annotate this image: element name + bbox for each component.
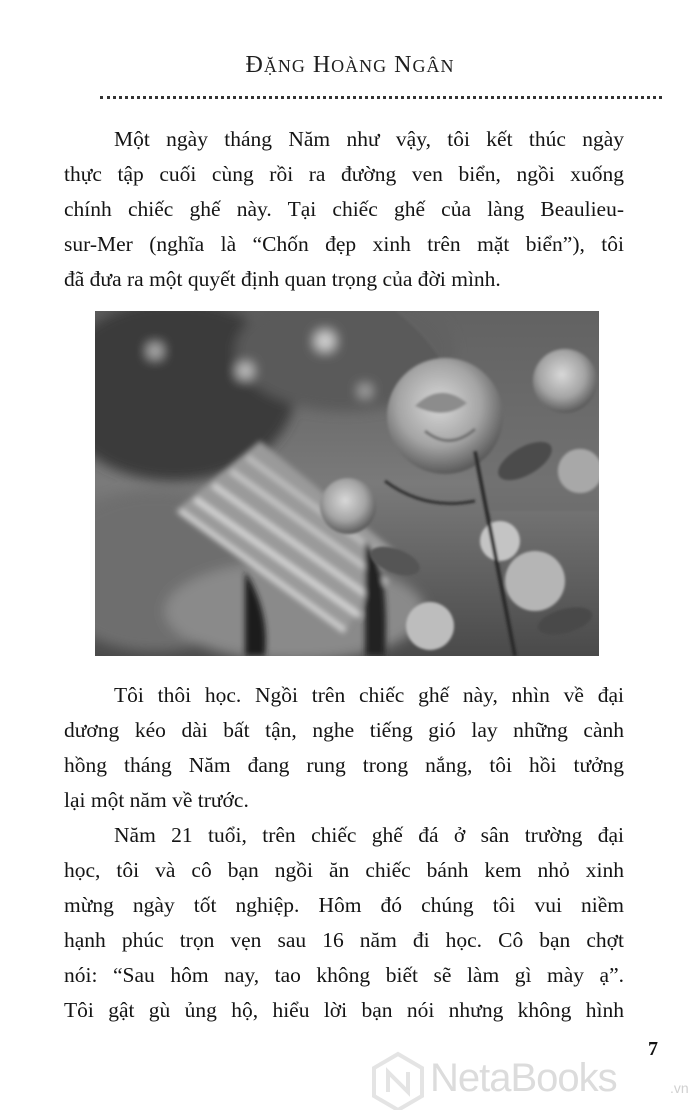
header-letter: N [394, 52, 413, 78]
paragraph-2 [64, 678, 624, 818]
text-line: Năm 21 tuổi, trên chiếc ghế đá ở sân trường đại [114, 823, 624, 847]
watermark-suffix: .vn [670, 1080, 689, 1096]
text-line: thực tập cuối cùng rồi ra đường ven biển, ngồi xuống [64, 162, 624, 186]
header-smallcaps: OÀNG [331, 56, 388, 76]
text-line: lại một năm về trước. [64, 788, 249, 812]
text-line: Một ngày tháng Năm như vậy, tôi kết thúc ngày [114, 127, 624, 151]
header-letter: Đ [245, 52, 264, 78]
paragraph-1 [64, 122, 624, 297]
page-number: 7 [648, 1038, 658, 1060]
running-header [0, 52, 700, 79]
text-line: dương kéo dài bất tận, nghe tiếng gió lay những cành [64, 718, 624, 742]
text-line: Tôi gật gù ủng hộ, hiểu lời bạn nói nhưng không hình [64, 998, 624, 1022]
text-line: hồng tháng Năm đang rung trong nắng, tôi hồi tưởng [64, 753, 624, 777]
bench-roses-photo [95, 311, 599, 656]
text-line: chính chiếc ghế này. Tại chiếc ghế của làng Beaulieu- [64, 197, 624, 221]
text-line: Tôi thôi học. Ngồi trên chiếc ghế này, nhìn về đại [114, 683, 624, 707]
text-line: mừng ngày tốt nghiệp. Hôm đó chúng tôi vui niềm [64, 893, 624, 917]
photo-illustration [95, 311, 599, 656]
header-dotted-rule [100, 96, 662, 99]
text-line: hạnh phúc trọn vẹn sau 16 năm đi học. Cô bạn chợt [64, 928, 624, 952]
watermark-brand: NetaBooks [430, 1056, 617, 1100]
header-letter: H [312, 52, 332, 78]
text-line: học, tôi và cô bạn ngồi ăn chiếc bánh kem nhỏ xinh [64, 858, 624, 882]
text-line: đã đưa ra một quyết định quan trọng của đời mình. [64, 267, 501, 291]
text-line: nói: “Sau hôm nay, tao không biết sẽ làm gì mày ạ”. [64, 963, 624, 987]
paragraph-3 [64, 818, 624, 1028]
header-smallcaps: ẶNG [263, 56, 306, 76]
text-line: sur-Mer (nghĩa là “Chốn đẹp xinh trên mặt biển”), tôi [64, 232, 624, 256]
header-smallcaps: GÂN [412, 56, 455, 76]
